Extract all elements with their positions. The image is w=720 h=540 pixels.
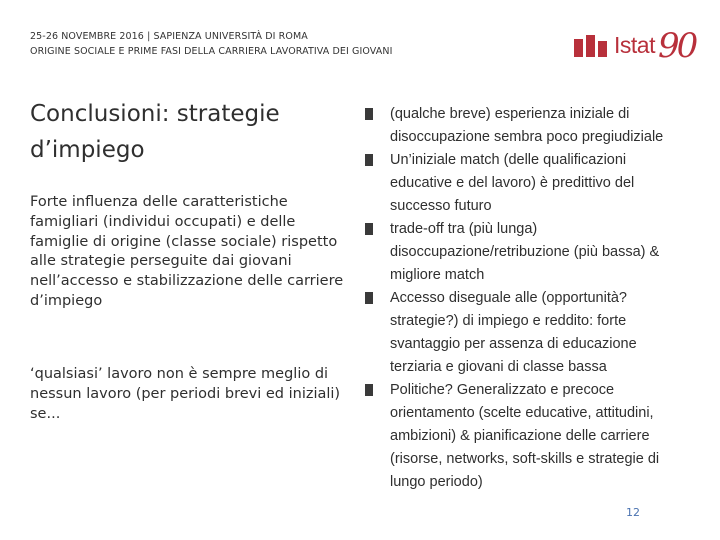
bullet-square-icon xyxy=(365,154,373,166)
header-title-line: ORIGINE SOCIALE E PRIME FASI DELLA CARRIERA LAVORATIVA DEI GIOVANI xyxy=(30,46,393,57)
bullet-square-icon xyxy=(365,108,373,120)
istat-wordmark: Istat xyxy=(614,32,655,58)
anniversary-number: 90 xyxy=(658,26,696,66)
header-event-line: 25-26 NOVEMBRE 2016 | SAPIENZA UNIVERSITÀ DI ROMA xyxy=(30,31,308,42)
bullet-text: trade-off tra (più lunga) disoccupazione/retribuzione (più bassa) & migliore match xyxy=(390,221,660,283)
bullet-text: Politiche? Generalizzato e precoce orientamento (scelte educative, attitudini, ambizioni) & pianificazione delle carriere (risorse, networks, soft-skills e strategie di lungo periodo) xyxy=(390,382,660,490)
slide-title: Conclusioni: strategie d’impiego xyxy=(30,101,280,163)
istat-logo xyxy=(574,26,700,72)
istat-mark-icon xyxy=(574,35,610,59)
bullet-text: (qualche breve) esperienza iniziale di disoccupazione sembra poco pregiudiziale xyxy=(390,106,664,145)
left-paragraph-influence: Forte influenza delle caratteristiche famigliari (individui occupati) e delle famiglie di origine (classe sociale) rispetto alle strategie perseguite dai giovani nell’accesso e stabilizzazione delle carriere d’impiego xyxy=(30,194,344,309)
bullet-square-icon xyxy=(365,223,373,235)
bullet-item xyxy=(365,103,670,149)
bullet-item xyxy=(365,379,670,494)
page-number: 12 xyxy=(626,506,640,519)
bullet-square-icon xyxy=(365,384,373,396)
left-paragraph-any-job: ‘qualsiasi’ lavoro non è sempre meglio di nessun lavoro (per periodi brevi ed iniziali) se... xyxy=(30,366,341,422)
bullet-square-icon xyxy=(365,292,373,304)
bullet-item xyxy=(365,218,670,287)
bullet-item xyxy=(365,149,670,218)
bullet-text: Accesso diseguale alle (opportunità? strategie?) di impiego e reddito: forte svantaggio per assenza di educazione terziaria e giovani di classe bassa xyxy=(390,290,637,375)
bullet-list xyxy=(365,103,670,494)
bullet-item xyxy=(365,287,670,379)
bullet-text: Un’iniziale match (delle qualificazioni educative e del lavoro) è predittivo del successo futuro xyxy=(390,152,635,214)
